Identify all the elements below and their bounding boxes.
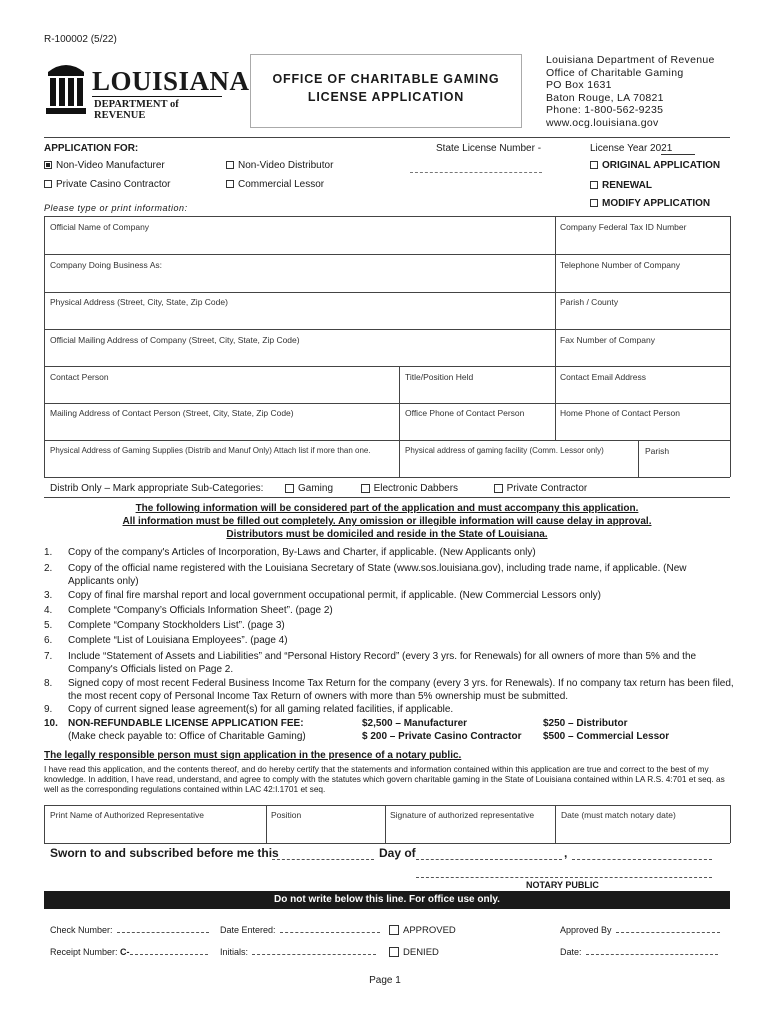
page-number: Page 1 [369, 975, 401, 986]
sworn-year-input[interactable] [572, 859, 712, 860]
fee-check-note: (Make check payable to: Office of Charitable Gaming) [68, 731, 306, 742]
notice-line3: Distributors must be domiciled and reside in the State of Louisiana. [226, 529, 548, 540]
list-text: Copy of the official name registered with the Louisiana Secretary of State (www.sos.louisiana.gov), including trade name, if applicable. (New Applicants only) [68, 563, 687, 587]
notice-line2: All information must be filled out completely. Any omission or illegible information will cause delay in approval. [122, 516, 652, 527]
date-office-field[interactable] [560, 947, 718, 957]
type-original[interactable] [590, 160, 720, 171]
sworn-day-input[interactable] [272, 859, 374, 860]
list-item [44, 619, 734, 632]
mailing-address-field[interactable]: Official Mailing Address of Company (Street, City, State, Zip Code) [50, 335, 300, 345]
checkbox-icon[interactable] [590, 199, 598, 207]
list-num: 4. [44, 605, 53, 616]
agency-line: www.ocg.louisiana.gov [546, 116, 659, 129]
application-for-label: APPLICATION FOR: [44, 143, 139, 154]
check-number-label: Check Number: [50, 925, 113, 935]
date-office-label: Date: [560, 947, 582, 957]
fee-lessor: $500 – Commercial Lessor [543, 731, 670, 742]
approved-label: APPROVED [403, 925, 456, 936]
license-year [590, 143, 695, 155]
instruction: Please type or print information: [44, 203, 188, 213]
dba-field[interactable]: Company Doing Business As: [50, 260, 162, 270]
option-non-video-distributor[interactable] [226, 160, 333, 171]
sub-private-contractor-label: Private Contractor [506, 483, 588, 494]
fee-num: 10. [44, 718, 58, 729]
physical-address-field[interactable]: Physical Address (Street, City, State, Zip Code) [50, 297, 228, 307]
list-item [44, 562, 734, 588]
fee-label: NON-REFUNDABLE LICENSE APPLICATION FEE: [68, 718, 304, 729]
list-item [44, 546, 734, 559]
title-position-field[interactable]: Title/Position Held [405, 372, 474, 382]
agency-line: Louisiana Department of Revenue [546, 54, 715, 66]
denied-option[interactable] [389, 947, 439, 958]
agency-line: Office of Charitable Gaming [546, 66, 684, 79]
checkbox-icon[interactable] [590, 161, 598, 169]
list-item [44, 703, 734, 716]
checkbox-icon[interactable] [361, 484, 370, 493]
fax-field[interactable]: Fax Number of Company [560, 335, 655, 345]
sworn-text: Sworn to and subscribed before me this [50, 846, 279, 860]
list-num: 1. [44, 547, 53, 558]
list-item [44, 589, 734, 602]
sub-categories-label: Distrib Only – Mark appropriate Sub-Categories: [50, 483, 264, 494]
list-text: Complete “Company Stockholders List”. (page 3) [68, 620, 285, 631]
sub-categories [50, 483, 587, 494]
list-num: 2. [44, 563, 53, 574]
checkbox-icon[interactable] [494, 484, 503, 493]
list-num: 7. [44, 651, 53, 662]
type-modify[interactable] [590, 198, 710, 209]
option-label: Private Casino Contractor [56, 179, 171, 190]
initials-label: Initials: [220, 947, 249, 957]
date-field[interactable]: Date (must match notary date) [561, 810, 676, 820]
certification-text: I have read this application, and the contents thereof, and do hereby certify that the statements and information contained within this application are true and correct to the best of my knowledge. In addition, I have read, understand, and agree to comply with the statutes which govern charitable gaming in the State of Louisiana contained within LA R.S. 4:701 et seq. as well as the corresponding regulations contained within LAC 42:I.1701 et seq. [44, 764, 725, 794]
option-commercial-lessor[interactable] [226, 179, 324, 190]
notary-heading: The legally responsible person must sign application in the presence of a notary public. [44, 750, 462, 761]
checkbox-icon[interactable] [389, 925, 399, 935]
list-text: Include “Statement of Assets and Liabilities” and “Personal History Record” (every 3 yrs. for Renewals) for all owners of more than 5% and the Company's Officials listed on Page 2. [68, 651, 697, 675]
agency-line: Baton Rouge, LA 70821 [546, 91, 664, 104]
initials-field[interactable] [220, 947, 376, 957]
gaming-facility-field[interactable]: Physical address of gaming facility (Comm. Lessor only) [405, 446, 604, 455]
receipt-number-field[interactable] [50, 947, 208, 957]
option-label: Commercial Lessor [238, 179, 325, 190]
agency-address [546, 54, 715, 129]
checkbox-icon[interactable] [389, 947, 399, 957]
fee-casino: $ 200 – Private Casino Contractor [362, 731, 522, 742]
date-entered-label: Date Entered: [220, 925, 276, 935]
approved-by-label: Approved By [560, 925, 612, 935]
list-text: Copy of current signed lease agreement(s) for all gaming related facilities, if applicable. [68, 704, 454, 715]
list-text: Complete “Company’s Officials Information Sheet”. (page 2) [68, 605, 333, 616]
option-private-casino[interactable] [44, 179, 171, 190]
checkbox-checked-icon[interactable] [44, 161, 52, 169]
notice-line1: The following information will be considered part of the application and must accompany this application. [135, 503, 639, 514]
type-label: MODIFY APPLICATION [602, 198, 711, 209]
louisiana-capitol-icon [44, 62, 88, 116]
type-label: RENEWAL [602, 180, 652, 191]
denied-label: DENIED [403, 947, 439, 958]
fee-manufacturer: $2,500 – Manufacturer [362, 718, 468, 729]
type-renewal[interactable] [590, 180, 652, 191]
contact-person-field[interactable]: Contact Person [50, 372, 109, 382]
contact-mailing-field[interactable]: Mailing Address of Contact Person (Street, City, State, Zip Code) [50, 408, 294, 418]
logo-main: LOUISIANA [92, 66, 250, 96]
logo-sub: DEPARTMENT of REVENUE [94, 99, 179, 121]
form-id: R-100002 (5/22) [44, 34, 117, 45]
receipt-prefix: C- [120, 947, 130, 957]
office-use-text: Do not write below this line. For office use only. [274, 894, 500, 905]
sworn-month-input[interactable] [416, 859, 562, 860]
approved-option[interactable] [389, 925, 456, 936]
list-item [44, 634, 734, 647]
list-num: 3. [44, 590, 53, 601]
signature-field[interactable]: Signature of authorized representative [390, 810, 535, 820]
agency-line: PO Box 1631 [546, 79, 612, 91]
telephone-field[interactable]: Telephone Number of Company [560, 260, 681, 270]
receipt-number-label: Receipt Number: [50, 947, 118, 957]
sub-dabbers-label: Electronic Dabbers [373, 483, 459, 494]
state-license-input[interactable] [410, 172, 542, 173]
fee-distributor: $250 – Distributor [543, 718, 628, 729]
official-name-field[interactable]: Official Name of Company [50, 222, 150, 232]
option-label: Non-Video Manufacturer [56, 160, 165, 171]
position-field[interactable]: Position [271, 810, 302, 820]
list-item [44, 604, 734, 617]
print-name-field[interactable]: Print Name of Authorized Representative [50, 810, 205, 820]
list-item [44, 650, 734, 676]
license-year-value[interactable]: 21 [661, 143, 695, 155]
checkbox-icon[interactable] [226, 180, 234, 188]
list-num: 9. [44, 704, 53, 715]
list-text: Copy of the company's Articles of Incorporation, By-Laws and Charter, if applicable. (New Applicants only) [68, 547, 536, 558]
gaming-supplies-field[interactable]: Physical Address of Gaming Supplies (Distrib and Manuf Only) Attach list if more than one. [50, 446, 371, 455]
checkbox-icon[interactable] [44, 180, 52, 188]
comma: , [564, 846, 568, 860]
date-entered-field[interactable] [220, 925, 380, 935]
logo [44, 60, 250, 122]
agency-line: Phone: 1-800-562-9235 [546, 104, 664, 116]
contact-email-field[interactable]: Contact Email Address [560, 372, 646, 382]
office-phone-field[interactable]: Office Phone of Contact Person [405, 408, 525, 418]
check-number-field[interactable] [50, 925, 209, 935]
parish-county-field[interactable]: Parish / County [560, 297, 619, 307]
parish-field[interactable]: Parish [645, 446, 670, 456]
notary-signature-line[interactable] [416, 877, 712, 878]
form-title-line1: OFFICE OF CHARITABLE GAMING [272, 72, 500, 86]
checkbox-icon[interactable] [226, 161, 234, 169]
approved-by-field[interactable] [560, 925, 720, 935]
option-label: Non-Video Distributor [238, 160, 334, 171]
list-num: 6. [44, 635, 53, 646]
list-item [44, 677, 734, 703]
list-num: 8. [44, 678, 53, 689]
form-title-line2: LICENSE APPLICATION [307, 90, 465, 104]
option-non-video-manufacturer[interactable] [44, 160, 165, 171]
day-of-label: Day of [379, 846, 416, 860]
checkbox-icon[interactable] [590, 181, 598, 189]
federal-tax-id-field[interactable]: Company Federal Tax ID Number [560, 222, 687, 232]
type-label: ORIGINAL APPLICATION [602, 160, 721, 171]
list-text: Copy of final fire marshal report and local government occupational permit, if applicable. (New Commercial Lessors only) [68, 590, 602, 601]
home-phone-field[interactable]: Home Phone of Contact Person [560, 408, 681, 418]
list-text: Signed copy of most recent Federal Business Income Tax Return for the company (every 3 yrs. for Renewals). If no company tax return has been filed, the most recent copy of Personal Income Tax Return of owners with more than 5% ownership must be submitted. [68, 678, 734, 702]
license-year-label: License Year 20 [590, 143, 662, 154]
list-num: 5. [44, 620, 53, 631]
checkbox-icon[interactable] [285, 484, 294, 493]
list-text: Complete “List of Louisiana Employees”. (page 4) [68, 635, 288, 646]
notary-public-label: NOTARY PUBLIC [526, 880, 599, 890]
state-license-label: State License Number - [436, 143, 542, 154]
sub-gaming-label: Gaming [298, 483, 334, 494]
